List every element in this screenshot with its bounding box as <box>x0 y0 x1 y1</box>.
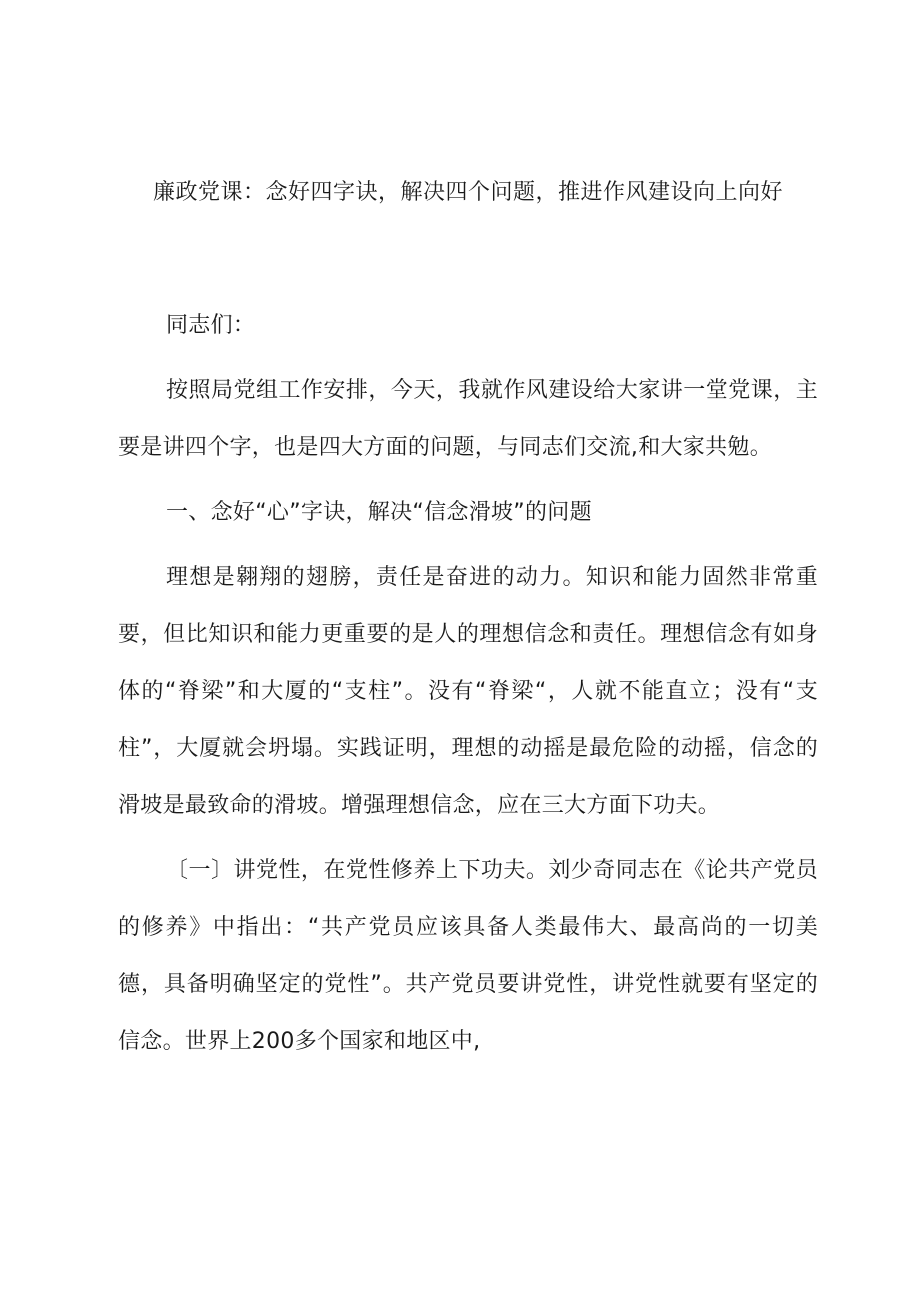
document-title: 廉政党课：念好四字诀，解决四个问题，推进作风建设向上向好 <box>152 180 783 205</box>
document-body <box>118 297 818 1078</box>
paragraph-intro: 按照局党组工作安排，今天，我就作风建设给大家讲一堂党课，主要是讲四个字，也是四大方面的问题，与同志们交流,和大家共勉。 <box>118 378 818 460</box>
paragraph-ideals: 理想是翱翔的翅膀，责任是奋进的动力。知识和能力固然非常重要，但比知识和能力更重要的是人的理想信念和责任。理想信念有如身体的“脊梁”和大厦的“支柱”。没有“脊梁“，人就不能直立；没有“支柱”，大厦就会坍塌。实践证明，理想的动摇是最危险的动摇，信念的滑坡是最致命的滑坡。增强理想信念，应在三大方面下功夫。 <box>118 565 818 818</box>
paragraph-subsection-1: 〔一〕讲党性，在党性修养上下功夫。刘少奇同志在《论共产党员的修养》中指出：“共产党员应该具备人类最伟大、最高尚的一切美德，具备明确坚定的党性”。共产党员要讲党性，讲党性就要有坚定的信念。世界上200多个国家和地区中, <box>118 858 818 1054</box>
section-heading-1: 一、念好“心”字诀，解决“信念滑坡”的问题 <box>166 500 592 525</box>
greeting: 同志们： <box>166 313 256 338</box>
